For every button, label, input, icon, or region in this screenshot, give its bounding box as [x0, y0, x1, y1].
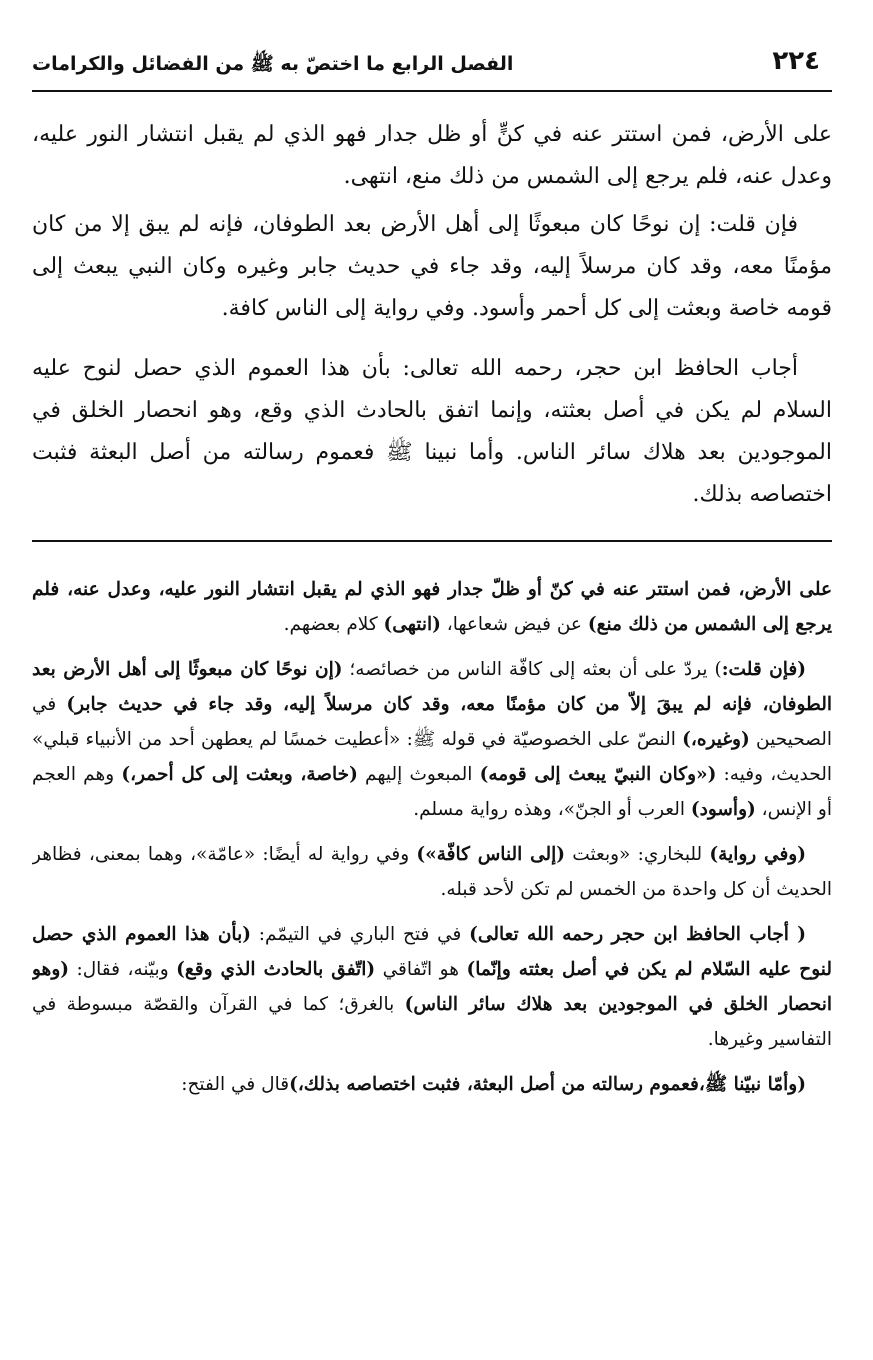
text-run: (وفي رواية) — [709, 844, 806, 865]
main-text — [32, 114, 832, 516]
commentary-paragraph-4 — [32, 917, 832, 1057]
text-run: («وكان النبيّ يبعث إلى قومه) — [479, 764, 717, 785]
text-run: كلام بعضهم. — [283, 614, 384, 635]
text-run: (إن نوحًا كان مبعوثًا إلى أهل الأرض بعد الطوفان، فإنه لم يبقَ إلاّ من كان مؤمنًا معه، وقد كان مرسلاً إليه، وقد جاء في حديث جابر) — [32, 659, 832, 715]
footnote-divider — [32, 540, 832, 542]
text-run: (وهو انحصار الخلق في الموجودين بعد هلاك سائر الناس) — [32, 959, 832, 1015]
page-header — [32, 40, 832, 92]
text-run: عن فيض شعاعها، — [440, 614, 588, 635]
text-run: قال في الفتح: — [181, 1074, 290, 1095]
text-run: وهم العجم أو الإنس، — [32, 764, 832, 820]
text-run: هو اتّفاقي — [375, 959, 467, 980]
book-page — [32, 40, 832, 1340]
commentary — [32, 572, 832, 1102]
text-run: النصّ على الخصوصيّة في قوله ﷺ: «أعطيت خمسًا لم يعطهن أحد من الأنبياء قبلي» الحديث، وفيه: — [32, 729, 832, 785]
text-run: (خاصة، وبعثت إلى كل أحمر،) — [121, 764, 358, 785]
text-run: في الصحيحين — [32, 694, 832, 750]
main-paragraph-3: أجاب الحافظ ابن حجر، رحمه الله تعالى: بأن هذا العموم الذي حصل لنوح عليه السلام لم يكن في أصل بعثته، وإنما اتفق بالحادث الذي وقع، وهو انحصار الخلق في الموجودين بعد هلاك سائر الناس. وأما نبينا ﷺ فعموم رسالته من أصل البعثة فثبت اختصاصه بذلك. — [32, 356, 832, 507]
text-run: ) يردّ على أن بعثه إلى كافّة الناس من خصائصه؛ — [342, 659, 722, 680]
text-run: المبعوث إليهم — [357, 764, 480, 785]
page-number: ٢٢٤ — [772, 46, 820, 76]
text-run: وفي رواية له أيضًا: «عامّة»، وهما بمعنى، فظاهر الحديث أن كل واحدة من الخمس لم تكن لأحد قبله. — [32, 844, 832, 900]
commentary-paragraph-3 — [32, 837, 832, 907]
text-run: في فتح الباري في التيمّم: — [250, 924, 470, 945]
main-paragraph-1: على الأرض، فمن استتر عنه في كنٍّ أو ظل جدار فهو الذي لم يقبل انتشار النور عليه، وعدل عنه، فلم يرجع إلى الشمس من ذلك منع، انتهى. — [32, 122, 832, 189]
text-run: ( أجاب الحافظ ابن حجر رحمه الله تعالى) — [469, 924, 806, 945]
commentary-paragraph-1 — [32, 572, 832, 642]
text-run: (بأن هذا العموم الذي حصل لنوح عليه السّلام لم يكن في أصل بعثته وإنّما) — [32, 924, 832, 980]
commentary-paragraph-2 — [32, 652, 832, 827]
commentary-paragraph-5 — [32, 1067, 832, 1102]
text-run: وبيّنه، فقال: — [69, 959, 177, 980]
text-run: (إلى الناس كافّة») — [416, 844, 566, 865]
main-paragraph-2: فإن قلت: إن نوحًا كان مبعوثًا إلى أهل الأرض بعد الطوفان، فإنه لم يبق إلا من كان مؤمنًا معه، وقد كان مرسلاً إليه، وقد جاء في حديث جابر وغيره وكان النبي يبعث إلى قومه خاصة وبعثت إلى كل أحمر وأسود. وفي رواية إلى الناس كافة. — [32, 212, 832, 321]
text-run: (اتّفق بالحادث الذي وقع) — [176, 959, 376, 980]
text-run: على الأرض، فمن استتر عنه في كنّ أو ظلّ جدار فهو الذي لم يقبل انتشار النور عليه، وعدل عنه، فلم يرجع إلى الشمس من ذلك منع) — [32, 579, 832, 635]
text-run: العرب أو الجنّ»، وهذه رواية مسلم. — [413, 799, 691, 820]
text-run: (وأسود) — [690, 799, 756, 820]
text-run: (انتهى) — [383, 614, 441, 635]
text-run: (وغيره،) — [682, 729, 750, 750]
text-run: (وأمّا نبيّنا ﷺ،فعموم رسالته من أصل البعثة، فثبت اختصاصه بذلك،) — [289, 1074, 806, 1095]
text-run: بالغرق؛ كما في القرآن والقصّة مبسوطة في التفاسير وغيرها. — [32, 994, 832, 1050]
text-run: (فإن قلت: — [721, 659, 806, 680]
text-run: للبخاري: «وبعثت — [565, 844, 710, 865]
chapter-title: الفصل الرابع ما اختصّ به ﷺ من الفضائل والكرامات — [32, 53, 514, 75]
